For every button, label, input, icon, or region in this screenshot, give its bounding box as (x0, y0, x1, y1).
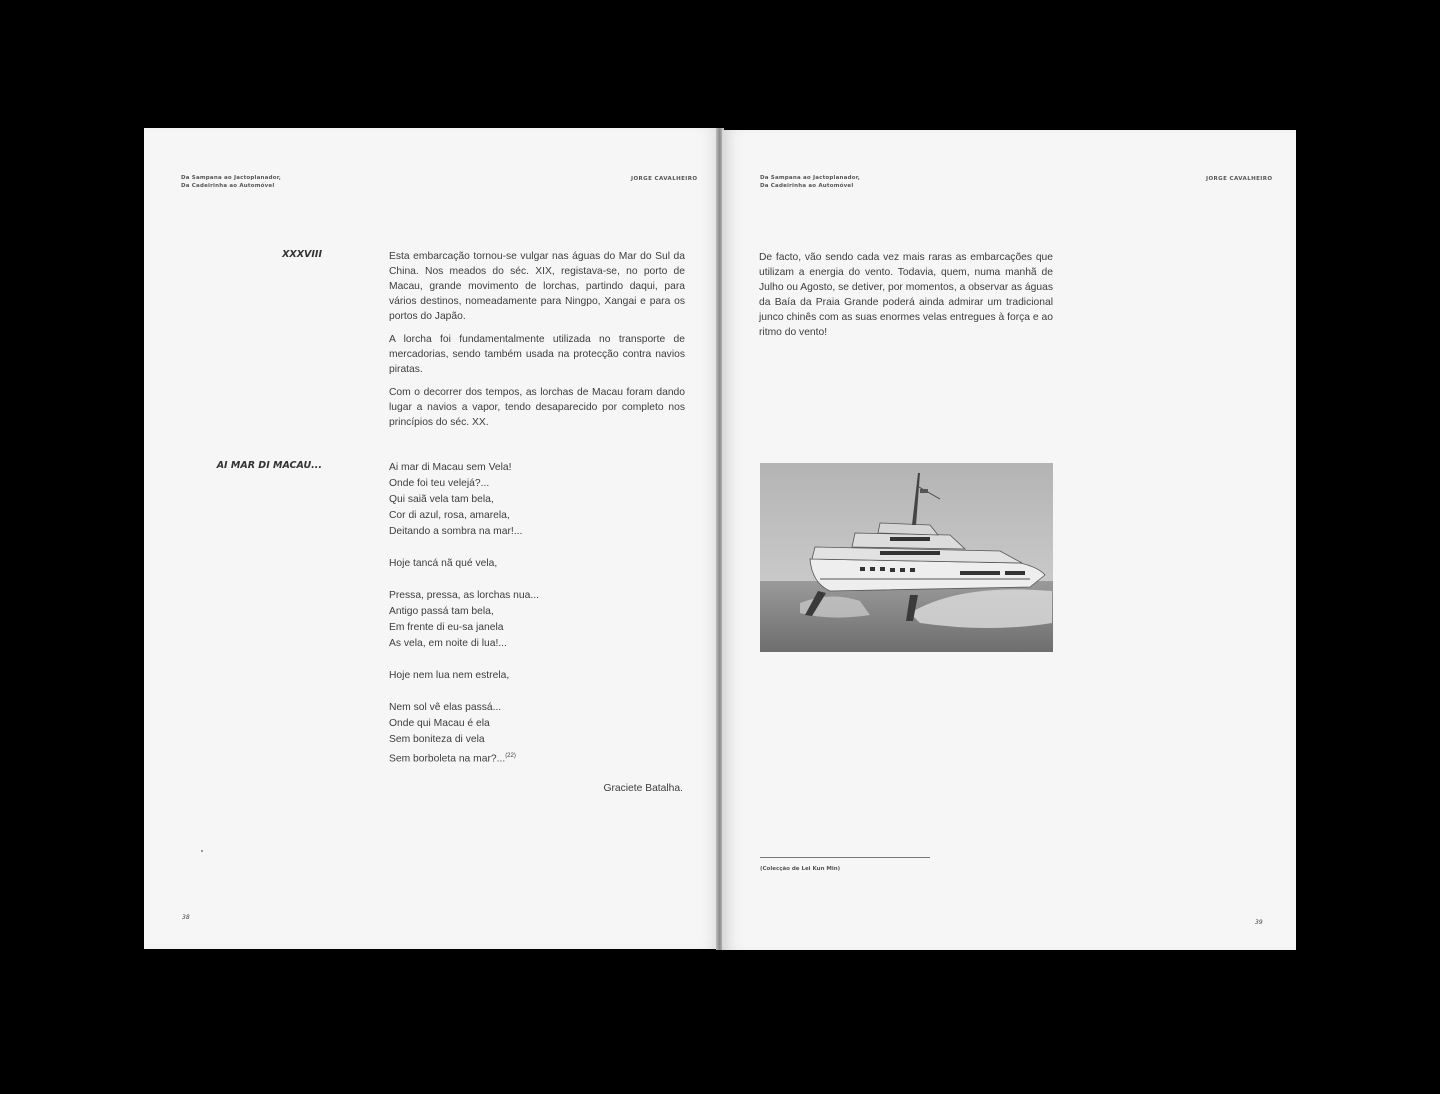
poem-line: Hoje tancá nã qué vela, (389, 558, 498, 569)
paragraph: De facto, vão sendo cada vez mais raras as embarcações que utilizam a energia do vento. Todavia, quem, numa manhã de Julho ou Agosto, se detiver, por momentos, a observar as águas da Baía da Praia Grande poderá ainda admirar um tradicional junco chinês com as suas enormes velas entregues à força e ao ritmo do vento! (759, 252, 1053, 338)
left-page (144, 128, 720, 949)
page-number: 39 (1255, 919, 1263, 926)
poem-line: Antigo passá tam bela, (389, 606, 494, 617)
header-title-line1: Da Sampana ao Jactoplanador, (760, 175, 861, 181)
header-title-line2: Da Cadeirinha ao Automóvel (760, 183, 854, 189)
running-header-title (760, 174, 860, 190)
poem-line: Nem sol vê elas passá... (389, 702, 502, 713)
stanza (389, 460, 639, 540)
paragraph: Esta embarcação tornou-se vulgar nas águas do Mar do Sul da China. Nos meados do séc. XIX, registava-se, no porto de Macau, grande movimento de lorchas, partindo daqui, para vários destinos, nomeadamente para Ningpo, Xangai e para os portos do Japão. (389, 251, 685, 322)
header-title-line2: Da Cadeirinha ao Automóvel (181, 183, 275, 189)
poem-line: As vela, em noite di lua!... (389, 638, 507, 649)
header-title-line1: Da Sampana ao Jactoplanador, (181, 175, 282, 181)
running-header-author: JORGE CAVALHEIRO (1206, 176, 1273, 182)
paper-speck (201, 850, 203, 852)
paragraph: A lorcha foi fundamentalmente utilizada no transporte de mercadorias, sendo também usada na protecção contra navios piratas. (389, 334, 685, 375)
stanza (389, 588, 639, 652)
stanza (389, 668, 639, 684)
caption-rule (760, 857, 930, 858)
poem-line: Cor di azul, rosa, amarela, (389, 510, 510, 521)
poem-line (389, 748, 639, 767)
section-number: XXXVIII (282, 249, 322, 260)
body-text (759, 250, 1053, 348)
paragraph: Com o decorrer dos tempos, as lorchas de Macau foram dando lugar a navios a vapor, tendo desaparecido por completo nos princípios do séc. XX. (389, 387, 685, 428)
right-page (722, 130, 1296, 950)
poem (389, 460, 639, 783)
stanza (389, 556, 639, 572)
hydrofoil-ferry-photo (760, 463, 1053, 652)
photo-caption: (Colecção de Lei Kun Min) (760, 866, 841, 872)
page-number: 38 (182, 914, 190, 921)
body-text (389, 249, 685, 438)
running-header-title (181, 174, 281, 190)
poem-line: Pressa, pressa, as lorchas nua... (389, 590, 539, 601)
poem-line: Onde foi teu velejá?... (389, 478, 490, 489)
poem-line-text: Sem borboleta na mar?... (389, 753, 506, 765)
poem-line: Deitando a sombra na mar!... (389, 526, 523, 537)
poem-title: AI MAR DI MACAU... (216, 460, 322, 471)
poem-line: Qui saiã vela tam bela, (389, 494, 494, 505)
poem-line: Onde qui Macau é ela (389, 718, 490, 729)
running-header-author: JORGE CAVALHEIRO (631, 176, 698, 182)
stanza (389, 700, 639, 767)
poem-line: Em frente di eu-sa janela (389, 622, 504, 633)
poem-author: Graciete Batalha. (603, 783, 683, 794)
poem-line: Sem boniteza di vela (389, 734, 485, 745)
ferry-illustration (760, 463, 1053, 652)
footnote-ref: (22) (505, 753, 516, 759)
poem-line: Hoje nem lua nem estrela, (389, 670, 510, 681)
poem-line: Ai mar di Macau sem Vela! (389, 462, 512, 473)
